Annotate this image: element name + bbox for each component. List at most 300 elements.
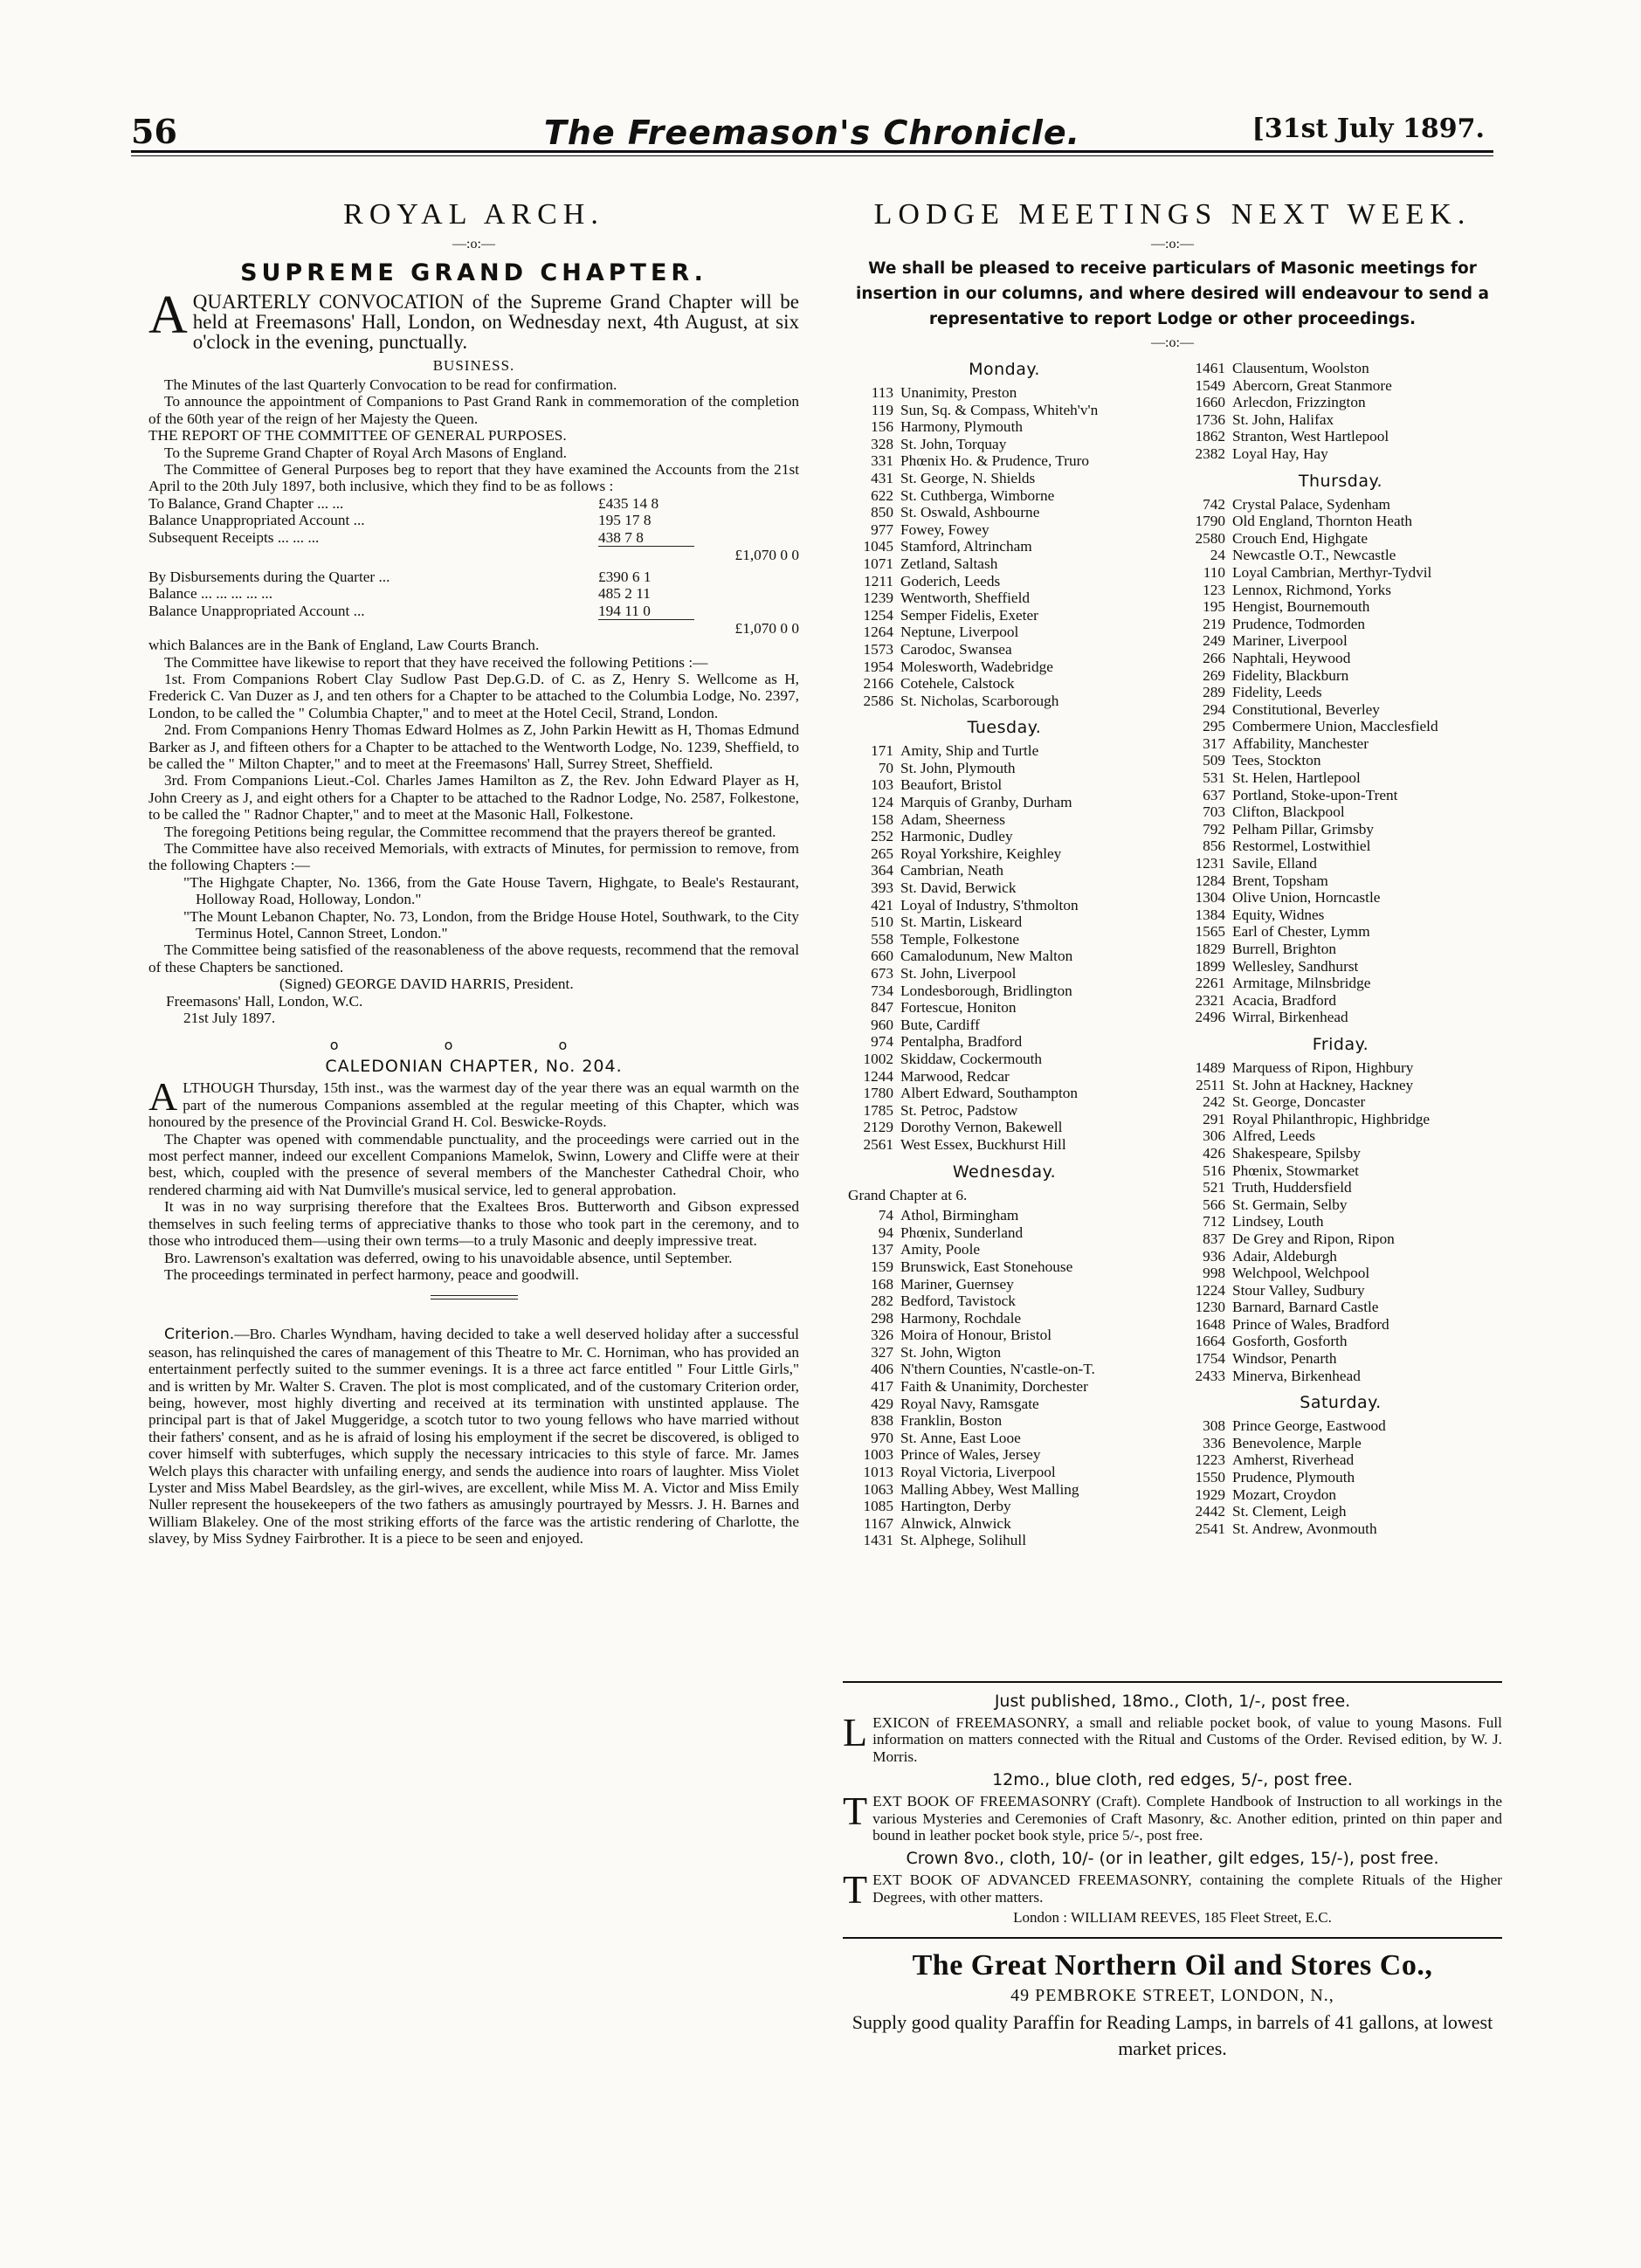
petitions-intro: The Committee have likewise to report that they have received the following Petitions :— (164, 653, 708, 671)
caledonian-p1: ALTHOUGH Thursday, 15th inst., was the warmest day of the year there was an equal warmth on the part of the numerous Companions assembled at the regular meeting of this Chapter, which was honoured by the presence of the Provincial Grand H. Col. Beswicke-Royds. (148, 1074, 799, 1131)
lodge-name: Mariner, Liverpool (1232, 632, 1348, 650)
lodge-number: 531 (1203, 769, 1225, 787)
caledonian-heading: CALEDONIAN CHAPTER, No. 204. (325, 1057, 623, 1077)
lodge-number: 2129 (863, 1119, 893, 1136)
lodge-number: 1085 (863, 1498, 893, 1515)
drop-cap: A (148, 286, 188, 345)
lodge-name: Bedford, Tavistock (900, 1293, 1016, 1310)
left-column (148, 170, 799, 1548)
lodge-entry (843, 436, 1166, 453)
lodge-name: Athol, Birmingham (900, 1207, 1019, 1224)
lodge-entry (843, 1033, 1166, 1051)
lodge-entry (1175, 377, 1507, 395)
lodge-name: St. John, Plymouth (900, 759, 1016, 776)
lodge-name: Minerva, Birkenhead (1232, 1367, 1361, 1384)
lodge-entry (1175, 1333, 1507, 1350)
lodge-name: St. Anne, East Looe (900, 1429, 1021, 1446)
lodge-entry (843, 1051, 1166, 1068)
lodge-name: St. George, Doncaster (1232, 1093, 1366, 1111)
lodge-lists (843, 360, 1502, 1757)
lodge-entry (1175, 632, 1507, 650)
petitions-recommendation: The foregoing Petitions being regular, the Committee recommend that the prayers thereof be granted. (164, 823, 776, 840)
lodge-name: Harmony, Rochdale (900, 1309, 1022, 1327)
lodge-entry (1175, 684, 1507, 701)
lodge-entry (843, 828, 1166, 845)
lodge-entry (1175, 1486, 1507, 1504)
lodge-name: Alfred, Leeds (1232, 1127, 1316, 1145)
lodge-name: Prince of Wales, Bradford (1232, 1315, 1389, 1333)
lodge-number: 521 (1203, 1179, 1225, 1196)
lodge-number: 1664 (1195, 1333, 1225, 1350)
day-heading: Thursday. (1298, 471, 1383, 491)
lodge-name: Stour Valley, Sudbury (1232, 1281, 1365, 1299)
lodge-number: 1254 (863, 606, 893, 624)
lodge-name: Phœnix, Stowmarket (1232, 1162, 1359, 1179)
lodge-entry (1175, 1417, 1507, 1435)
ad-advanced-text: TEXT BOOK OF ADVANCED FREEMASONRY, containing the complete Rituals of the Higher Degrees, with other matters. (843, 1867, 1502, 1913)
lodge-name: St. George, N. Shields (900, 469, 1036, 486)
lodge-name: Stamford, Altrincham (900, 538, 1032, 555)
lodge-name: Marquis of Granby, Durham (900, 794, 1072, 811)
criterion-lead: Criterion. (164, 1326, 235, 1344)
memorial-1: "The Highgate Chapter, No. 1366, from the Gate House Tavern, Highgate, to Beale's Restaurant, Holloway Road, Holloway, London." (183, 873, 799, 908)
lodge-entry (843, 811, 1166, 829)
lodge-entry (843, 573, 1166, 590)
lodge-name: Stranton, West Hartlepool (1232, 428, 1389, 445)
lodge-entry (843, 1276, 1166, 1293)
lodge-name: Amherst, Riverhead (1232, 1451, 1355, 1469)
ad-textbook-text: TEXT BOOK OF FREEMASONRY (Craft). Complete Handbook of Instruction to all workings in the various Mysteries and Ceremonies of Craft Masonry, &c. Another edition, printed on thin paper and bound in leather pocket book style, price 5/-, post free. (843, 1789, 1502, 1844)
lodge-number: 1384 (1195, 906, 1225, 923)
memorials-intro: The Committee have also received Memorials, with extracts of Minutes, for permission to remove, from the following Chapters :— (148, 839, 799, 874)
lodge-name: Amity, Poole (900, 1241, 981, 1258)
report-title: THE REPORT OF THE COMMITTEE OF GENERAL PURPOSES. (148, 427, 567, 445)
great-northern-body: Supply good quality Paraffin for Reading Lamps, in barrels of 41 gallons, at lowest market prices. (852, 2011, 1493, 2060)
lodge-entry (843, 1293, 1166, 1310)
ledger-row: Subsequent Receipts ... ... ... 438 7 8 (148, 529, 799, 547)
lodge-entry (843, 1481, 1166, 1499)
lodge-number: 406 (871, 1361, 893, 1378)
lodge-name: Prince George, Eastwood (1232, 1417, 1386, 1435)
lodge-number: 289 (1203, 684, 1225, 701)
lodge-number: 326 (871, 1327, 893, 1344)
lodge-number: 417 (871, 1378, 893, 1396)
lodge-name: Tees, Stockton (1232, 752, 1321, 769)
lodge-number: 103 (871, 776, 893, 794)
signature-date: 21st July 1897. (183, 1010, 276, 1027)
lodge-number: 124 (871, 794, 893, 811)
petition-1: 1st. From Companions Robert Clay Sudlow Past Dep.G.D. of C. as Z, Henry S. Wellcome as H, Frederick C. Van Duzer as J, and ten others for a Chapter to be attached to the Columbia Lodge, No. 2397, London, to be called the " Columbia Chapter," and to meet at the Hotel Cecil, Strand, London. (148, 670, 799, 721)
lodge-name: Harmonic, Dudley (900, 828, 1013, 845)
lodge-entry (1175, 907, 1507, 924)
lodge-name: St. John at Hackney, Hackney (1232, 1076, 1414, 1093)
adverts (843, 1672, 1502, 2062)
day-heading: Monday. (969, 360, 1040, 379)
lodge-number: 1489 (1195, 1058, 1225, 1076)
lodge-name: Shakespeare, Spilsby (1232, 1144, 1361, 1162)
ledger-row: By Disbursements during the Quarter ... £390 6 1 (148, 568, 652, 585)
lodge-entry (843, 521, 1166, 539)
lodge-name: Mariner, Guernsey (900, 1275, 1014, 1293)
page-number: 56 (131, 112, 177, 151)
double-rule (431, 1295, 518, 1299)
lodge-name: Savile, Elland (1232, 855, 1317, 872)
lodge-name: St. Andrew, Avonmouth (1232, 1520, 1377, 1537)
lodge-number: 266 (1203, 649, 1225, 666)
lodge-entry (843, 607, 1166, 624)
lodge-number: 158 (871, 810, 893, 828)
lodge-number: 426 (1203, 1144, 1225, 1162)
lodge-name: St. John, Torquay (900, 435, 1007, 452)
lodge-name: St. Oswald, Ashbourne (900, 504, 1040, 521)
lodge-number: 1549 (1195, 376, 1225, 394)
lodge-number: 2561 (863, 1135, 893, 1153)
lodge-name: Semper Fidelis, Exeter (900, 606, 1038, 624)
lodge-number: 1264 (863, 624, 893, 641)
lodge-name: St. John, Halifax (1232, 410, 1334, 428)
lodge-number: 252 (871, 828, 893, 845)
lodge-number: 2321 (1195, 991, 1225, 1009)
lodge-number: 1648 (1195, 1315, 1225, 1333)
petition-2: 2nd. From Companions Henry Thomas Edward Holmes as Z, John Parkin Hewitt as H, Thomas Edmund Barker as J, and fifteen others for a Chapter to be attached to the Wentworth Lodge, No. 1239, Sheffield, to be called the " Milton Chapter," and to meet at the Freemasons' Hall, Surrey Street, Sheffield. (148, 721, 799, 772)
lodge-name: Olive Union, Horncastle (1232, 889, 1381, 907)
lodge-entry (1175, 923, 1507, 941)
drop-cap: L (843, 1710, 868, 1754)
lodge-number: 123 (1203, 581, 1225, 598)
lodge-entry (843, 776, 1166, 794)
lodge-number: 1284 (1195, 872, 1225, 889)
lodge-number: 2586 (863, 692, 893, 709)
lodge-entry (843, 675, 1166, 693)
lodge-entry (843, 999, 1166, 1017)
lodge-number: 1780 (863, 1085, 893, 1102)
lodge-name: Wentworth, Sheffield (900, 589, 1031, 607)
lodge-number: 1304 (1195, 889, 1225, 907)
lodge-number: 838 (871, 1412, 893, 1430)
lodge-entry (1175, 735, 1507, 753)
lodge-entry (1175, 769, 1507, 787)
lodge-number: 703 (1203, 803, 1225, 821)
lodge-name: Beaufort, Bristol (900, 776, 1003, 794)
memorials-recommendation: The Committee being satisfied of the reasonableness of the above requests, recommend that the removal of these Chapters be sanctioned. (148, 941, 799, 975)
lodge-entry (1175, 1093, 1507, 1111)
ornament: o o o (329, 1037, 618, 1054)
lodge-number: 637 (1203, 786, 1225, 803)
issue-date: [31st July 1897. (1251, 114, 1485, 144)
lodge-name: Camalodunum, New Malton (900, 948, 1073, 965)
lodge-entry (843, 384, 1166, 402)
lodge-number: 856 (1203, 838, 1225, 855)
lodge-number: 119 (871, 401, 893, 418)
lodge-name: St. Germain, Selby (1232, 1196, 1348, 1213)
lodge-number: 2511 (1196, 1076, 1225, 1093)
lodge-number: 792 (1203, 820, 1225, 838)
lodge-name: St. John, Liverpool (900, 965, 1017, 982)
lodge-entry (843, 1136, 1166, 1154)
lodge-name: Lennox, Richmond, Yorks (1232, 581, 1391, 598)
lodge-number: 1013 (863, 1464, 893, 1481)
lodge-name: Moira of Honour, Bristol (900, 1327, 1052, 1344)
lodge-name: Hengist, Bournemouth (1232, 598, 1370, 616)
lodge-name: Brunswick, East Stonehouse (900, 1258, 1073, 1275)
lodge-name: Wellesley, Sandhurst (1232, 957, 1359, 975)
day-heading: Saturday. (1300, 1393, 1382, 1413)
ledger-row: To Balance, Grand Chapter ... ... £435 14 8 (148, 494, 659, 512)
lodge-number: 1461 (1195, 360, 1225, 376)
lodge-number: 1899 (1195, 957, 1225, 975)
lodge-number: 1929 (1195, 1486, 1225, 1503)
masthead (131, 112, 1493, 152)
lodge-entry (843, 589, 1166, 607)
lodge-name: Constitutional, Beverley (1232, 700, 1380, 718)
lodge-name: Skiddaw, Cockermouth (900, 1050, 1043, 1067)
lodge-number: 265 (871, 844, 893, 862)
caledonian-p5: The proceedings terminated in perfect harmony, peace and goodwill. (164, 1265, 579, 1283)
lodge-name: Prince of Wales, Jersey (900, 1446, 1041, 1464)
lodge-entry (843, 1498, 1166, 1515)
drop-cap: A (148, 1074, 178, 1120)
lodge-name: Neptune, Liverpool (900, 624, 1019, 641)
lodge-name: Cambrian, Neath (900, 862, 1004, 879)
lodge-entry (1175, 838, 1507, 855)
lodge-name: Phœnix Ho. & Prudence, Truro (900, 452, 1090, 470)
lodge-name: Benevolence, Marple (1232, 1434, 1362, 1451)
lodge-name: Acacia, Bradford (1232, 991, 1336, 1009)
lodge-number: 1862 (1195, 428, 1225, 445)
lodge-name: Burrell, Brighton (1232, 941, 1337, 957)
lodge-name: Prudence, Todmorden (1232, 615, 1366, 632)
lodge-name: Fidelity, Blackburn (1232, 666, 1349, 684)
lodge-name: St. Petroc, Padstow (900, 1101, 1018, 1119)
lodge-entry (843, 1532, 1166, 1549)
lodge-entry (1175, 701, 1507, 719)
business-label: BUSINESS. (432, 357, 515, 374)
lodge-entry (1175, 445, 1507, 463)
lodge-number: 622 (871, 486, 893, 504)
lodge-number: 1211 (864, 572, 893, 589)
lodge-entry (1175, 821, 1507, 838)
lodge-entry (1175, 650, 1507, 667)
lodge-entry (1175, 1248, 1507, 1265)
lodge-number: 249 (1203, 632, 1225, 650)
lodge-number: 1573 (863, 640, 893, 658)
lodge-name: Fidelity, Leeds (1232, 684, 1322, 701)
lodge-name: Lindsey, Louth (1232, 1213, 1324, 1231)
lodge-entry (1175, 411, 1507, 429)
lodge-number: 393 (871, 879, 893, 897)
lodge-entry (843, 982, 1166, 1000)
adverts-rule (843, 1681, 1502, 1683)
lodge-name: Goderich, Leeds (900, 572, 1001, 589)
lodge-list-column-1 (843, 360, 1166, 1549)
lodge-entry (1175, 1196, 1507, 1214)
lodge-number: 282 (871, 1293, 893, 1310)
separator: —:o:— (1151, 237, 1194, 252)
lodge-name: St. Martin, Liskeard (900, 913, 1023, 931)
lodge-entry (843, 1515, 1166, 1533)
lodge-number: 516 (1203, 1162, 1225, 1179)
lodge-entry (843, 760, 1166, 777)
lodge-number: 558 (871, 930, 893, 948)
lodge-meetings-heading: LODGE MEETINGS NEXT WEEK. (873, 198, 1472, 231)
lodge-number: 328 (871, 435, 893, 452)
lodge-name: Hartington, Derby (900, 1498, 1011, 1515)
lodge-number: 1431 (863, 1532, 893, 1549)
lodge-name: Zetland, Saltash (900, 555, 998, 572)
lodge-entry (843, 641, 1166, 658)
lodge-number: 2433 (1195, 1367, 1225, 1384)
lodge-entry (1175, 582, 1507, 599)
lodge-name: Prudence, Plymouth (1232, 1469, 1355, 1486)
lodge-name: Gosforth, Gosforth (1232, 1333, 1348, 1350)
lodge-name: Albert Edward, Southampton (900, 1085, 1079, 1102)
lodge-number: 850 (871, 504, 893, 521)
lodge-number: 1063 (863, 1480, 893, 1498)
caledonian-p3: It was in no way surprising therefore that the Exaltees Bros. Butterworth and Gibson expressed themselves in such feeling terms of appreciative thanks to those who took part in the ceremony, and to those who introduced them—using their own terms—to a truly Masonic and deeply impressive treat. (148, 1198, 799, 1250)
lodge-number: 1002 (863, 1050, 893, 1067)
lodge-number: 936 (1203, 1247, 1225, 1265)
lodge-entry (843, 1378, 1166, 1396)
lodge-number: 998 (1203, 1265, 1225, 1282)
lodge-number: 1230 (1195, 1299, 1225, 1316)
lodge-number: 1954 (863, 658, 893, 675)
lodge-number: 74 (878, 1207, 893, 1224)
lodge-name: Combermere Union, Macclesfield (1232, 718, 1438, 735)
lodge-entry (843, 693, 1166, 710)
lodge-name: St. Clement, Leigh (1232, 1503, 1347, 1520)
lodge-number: 298 (871, 1309, 893, 1327)
lodge-name: Sun, Sq. & Compass, Whiteh'v'n (900, 401, 1099, 418)
lodge-entry (843, 1017, 1166, 1034)
lodge-entry (1175, 889, 1507, 907)
lodge-entry (1175, 530, 1507, 548)
lodge-number: 156 (871, 418, 893, 436)
lodge-name: Newcastle O.T., Newcastle (1232, 547, 1396, 564)
lodge-name: St. Alphege, Solihull (900, 1532, 1027, 1549)
lodge-entry (1175, 428, 1507, 445)
lodge-name: Adair, Aldeburgh (1232, 1247, 1337, 1265)
lodge-number: 219 (1203, 615, 1225, 632)
lodge-name: Loyal Hay, Hay (1232, 445, 1328, 462)
caledonian-p2: The Chapter was opened with commendable punctuality, and the proceedings were carried out in the most perfect manner, indeed our excellent Companions Mamelok, Swinn, Lowery and Cliffe were at their best, which, coupled with the presence of several members of the Manchester Cathedral Choir, who rendered charming aid with Nat Dumville's musical service, led to general approbation. (148, 1130, 799, 1198)
criterion-review: Criterion.—Bro. Charles Wyndham, having decided to take a well deserved holiday after a successful season, has relinquished the cares of management of this Theatre to Mr. C. Horniman, who has provided an entertainment perfectly suited to the summer evenings. It is a three act farce entitled " Four Little Girls," and is written by Mr. Walter S. Craven. The plot is most complicated, and of the customary Criterion order, being, however, most highly diverting and received at its termination with unstinted applause. The principal part is that of Jakel Muggeridge, a scotch tutor to two young fellows who have married without their fathers' consent, and as he is afraid of losing his employment if the secret be discovered, is obliged to cover himself with subterfuges, which supply the necessary intricacies to this style of farce. Mr. James Welch plays this character with unfailing energy, and sends the audience into roars of laughter. Miss Violet Lyster and Miss Mabel Beardsley, as the girl-wives, are excellent, while Miss M. A. Victor and Miss Emily Nuller represent the housekeepers of the two fathers as amusingly pourtrayed by Messrs. J. H. Barnes and William Blakeley. One of the most striking efforts of the farce was the artistic rendering of Charlotte, the slavey, by Miss Sydney Fairbrother. It is a piece to be seen and enjoyed. (148, 1326, 799, 1548)
lodge-entry (843, 1412, 1166, 1430)
lodge-name: St. Cuthberga, Wimborne (900, 486, 1055, 504)
lodge-number: 308 (1203, 1417, 1225, 1435)
ledger-total: £1,070 0 0 (734, 546, 799, 563)
lodge-name: Malling Abbey, West Malling (900, 1480, 1079, 1498)
lodge-number: 1550 (1195, 1469, 1225, 1486)
lodge-number: 1231 (1195, 855, 1225, 872)
lodge-entry (843, 1396, 1166, 1413)
lodge-name: Pentalpha, Bradford (900, 1033, 1023, 1051)
separator: —:o:— (1151, 335, 1194, 350)
publication-title: The Freemason's Chronicle. (543, 114, 1081, 152)
lodge-number: 24 (1210, 547, 1225, 564)
lodge-number: 429 (871, 1395, 893, 1412)
supreme-grand-chapter-heading: SUPREME GRAND CHAPTER. (240, 259, 707, 286)
lodge-number: 421 (871, 896, 893, 913)
lodge-entry (1175, 1503, 1507, 1520)
lodge-number: 1167 (864, 1514, 893, 1532)
lodge-entry (843, 862, 1166, 879)
lodge-number: 977 (871, 520, 893, 538)
lodge-entry (1175, 1145, 1507, 1162)
lodge-name: Portland, Stoke-upon-Trent (1232, 786, 1398, 803)
lodge-number: 295 (1203, 718, 1225, 735)
lodge-name: Wirral, Birkenhead (1232, 1009, 1348, 1026)
lodge-number: 2580 (1195, 529, 1225, 547)
lodge-entry (843, 1119, 1166, 1136)
ad-lexicon-text: LEXICON of FREEMASONRY, a small and reliable pocket book, of value to young Masons. Full information on matters connected with the Ritual and Customs of the Order. Revised edition, by W. J. Morris. (843, 1710, 1502, 1765)
lodge-entry (843, 965, 1166, 982)
lodge-entry (843, 1068, 1166, 1086)
lodge-name: Loyal Cambrian, Merthyr-Tydvil (1232, 563, 1432, 581)
ad-textbook-head: 12mo., blue cloth, red edges, 5/-, post free. (992, 1770, 1353, 1790)
lodge-entry (1175, 1179, 1507, 1196)
lodge-number: 1224 (1195, 1281, 1225, 1299)
lodge-entry (843, 1446, 1166, 1464)
lodge-name: Franklin, Boston (900, 1412, 1003, 1430)
lodge-number: 509 (1203, 752, 1225, 769)
lodge-number: 306 (1203, 1127, 1225, 1145)
lodge-number: 291 (1203, 1110, 1225, 1127)
ledger-row: Balance ... ... ... ... ... 485 2 11 (148, 585, 651, 603)
lodge-entry (1175, 394, 1507, 411)
lodge-entry (843, 913, 1166, 931)
ledger-row: Balance Unappropriated Account ... 195 17 8 (148, 512, 652, 529)
lodge-number: 336 (1203, 1434, 1225, 1451)
great-northern-title: The Great Northern Oil and Stores Co., (912, 1949, 1433, 1982)
lodge-number: 1736 (1195, 410, 1225, 428)
lodge-name: Crouch End, Highgate (1232, 529, 1369, 547)
lodge-name: St. David, Berwick (900, 879, 1017, 897)
lodge-number: 113 (871, 384, 893, 401)
lodge-name: Carodoc, Swansea (900, 640, 1012, 658)
memorial-2: "The Mount Lebanon Chapter, No. 73, London, from the Bridge House Hotel, Southwark, to the City Terminus Hotel, Cannon Street, London." (183, 907, 799, 941)
ad-advanced-head: Crown 8vo., cloth, 10/- (or in leather, gilt edges, 15/-), post free. (906, 1849, 1439, 1869)
minutes-text: The Minutes of the last Quarterly Convocation to be read for confirmation. (164, 376, 617, 393)
lodge-entry (843, 1241, 1166, 1258)
lodge-name: Londesborough, Bridlington (900, 982, 1072, 999)
lodge-name: Royal Victoria, Liverpool (900, 1464, 1056, 1481)
lodge-number: 1003 (863, 1446, 893, 1464)
lodge-name: Phœnix, Sunderland (900, 1224, 1024, 1241)
lodge-entry (1175, 855, 1507, 872)
lodge-number: 159 (871, 1258, 893, 1275)
balances-note: which Balances are in the Bank of England, Law Courts Branch. (148, 637, 540, 654)
lodge-number: 1660 (1195, 394, 1225, 411)
caledonian-p4: Bro. Lawrenson's exaltation was deferred, owing to his unavoidable absence, until September. (164, 1249, 733, 1266)
lodge-name: Fowey, Fowey (900, 520, 989, 538)
lodge-name: Naphtali, Heywood (1232, 649, 1351, 666)
lodge-name: Affability, Manchester (1232, 734, 1369, 752)
lodge-name: Equity, Widnes (1232, 906, 1325, 923)
lodge-entry (1175, 1231, 1507, 1248)
lodge-number: 1785 (863, 1101, 893, 1119)
lodge-name: St. Helen, Hartlepool (1232, 769, 1361, 787)
petition-3: 3rd. From Companions Lieut.-Col. Charles James Hamilton as Z, the Rev. John Edward Player as H, John Creery as J, and eight others for a Chapter to be attached to the Radnor Lodge, No. 2587, Folkestone, to be called the " Radnor Chapter," and to meet at the Masonic Hall, Folkestone. (148, 772, 799, 824)
lodge-entry (1175, 1213, 1507, 1231)
report-to: To the Supreme Grand Chapter of Royal Arch Masons of England. (164, 444, 567, 461)
lodge-entry (843, 452, 1166, 470)
masthead-rule-thin (131, 155, 1493, 156)
lodge-number: 327 (871, 1343, 893, 1361)
lodge-name: Brent, Topsham (1232, 872, 1328, 889)
signature-place: Freemasons' Hall, London, W.C. (166, 992, 363, 1010)
lodge-number: 1045 (863, 538, 893, 555)
lodge-number: 510 (871, 913, 893, 931)
